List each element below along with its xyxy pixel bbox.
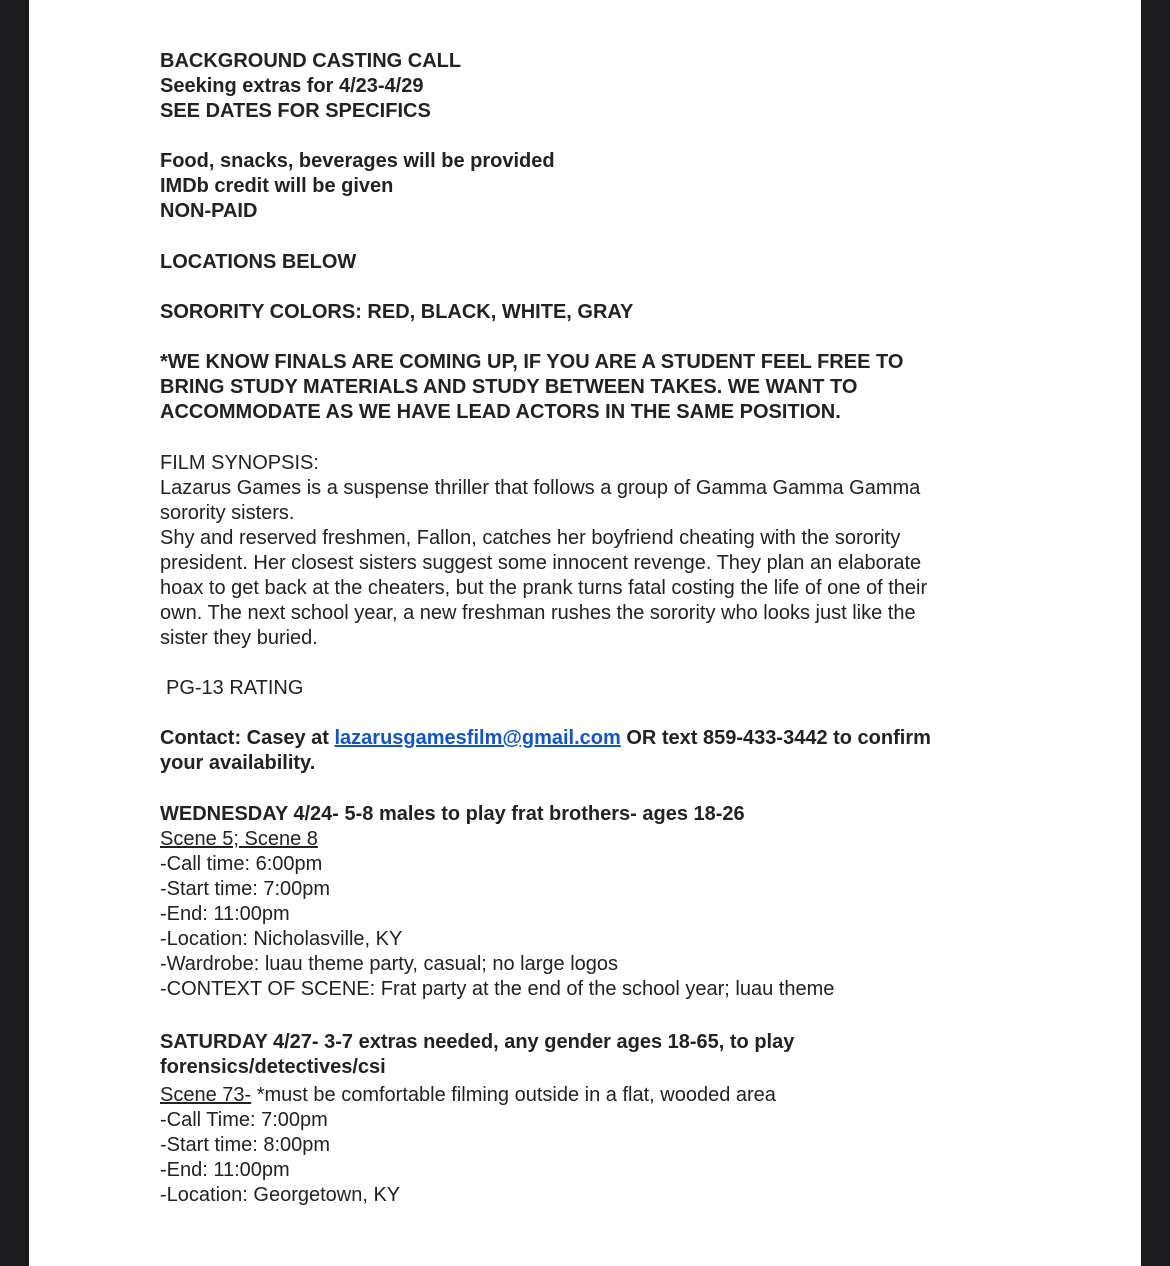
detail-line: -Start time: 7:00pm (160, 878, 331, 900)
finals-line: *WE KNOW FINALS ARE COMING UP, IF YOU ARE A STUDENT FEEL FREE TO (160, 351, 904, 373)
detail-line: -Call time: 6:00pm (160, 853, 323, 875)
saturday-scene-note: *must be comfortable filming outside in a flat, wooded area (251, 1084, 776, 1106)
email-link[interactable]: lazarusgamesfilm@gmail.com (334, 727, 621, 749)
document-page (29, 0, 1141, 1266)
synopsis-line: president. Her closest sisters suggest some innocent revenge. They plan an elaborate (160, 552, 922, 574)
synopsis-line: own. The next school year, a new freshman rushes the sorority who looks just like the (160, 602, 916, 624)
contact-suffix: OR text 859-433-3442 to confirm (620, 727, 931, 749)
saturday-scene: Scene 73- (160, 1084, 252, 1106)
detail-line: -CONTEXT OF SCENE: Frat party at the end of the school year; luau theme (160, 978, 835, 1000)
header-line: Seeking extras for 4/23-4/29 (160, 75, 424, 97)
detail-line: -Call Time: 7:00pm (160, 1109, 328, 1131)
detail-line: -Location: Georgetown, KY (160, 1184, 401, 1206)
header-line: BACKGROUND CASTING CALL (160, 50, 462, 72)
locations-note: LOCATIONS BELOW (160, 251, 357, 273)
perks (160, 149, 555, 224)
saturday-title: forensics/detectives/csi (160, 1056, 386, 1078)
contact-prefix: Contact: Casey at (160, 727, 335, 749)
synopsis-line: hoax to get back at the cheaters, but the prank turns fatal costing the life of one of their (160, 577, 928, 599)
rating: PG-13 RATING (166, 677, 304, 699)
saturday-title: SATURDAY 4/27- 3-7 extras needed, any gender ages 18-65, to play (160, 1031, 795, 1053)
header-line: SEE DATES FOR SPECIFICS (160, 100, 431, 122)
detail-line: -Start time: 8:00pm (160, 1134, 331, 1156)
finals-line: BRING STUDY MATERIALS AND STUDY BETWEEN TAKES. WE WANT TO (160, 376, 858, 398)
synopsis-line: sorority sisters. (160, 502, 295, 524)
perk-line: IMDb credit will be given (160, 175, 394, 197)
contact (160, 726, 931, 776)
detail-line: -Location: Nicholasville, KY (160, 928, 403, 950)
perk-line: Food, snacks, beverages will be provided (160, 150, 555, 172)
synopsis-line: Lazarus Games is a suspense thriller that follows a group of Gamma Gamma Gamma (160, 477, 921, 499)
detail-line: -End: 11:00pm (160, 1159, 290, 1181)
detail-line: -Wardrobe: luau theme party, casual; no large logos (160, 953, 619, 975)
saturday-section (160, 1030, 794, 1208)
contact-line2: your availability. (160, 752, 316, 774)
wednesday-title: WEDNESDAY 4/24- 5-8 males to play frat brothers- ages 18-26 (160, 803, 745, 825)
synopsis-heading: FILM SYNOPSIS: (160, 452, 319, 474)
sorority-colors: SORORITY COLORS: RED, BLACK, WHITE, GRAY (160, 301, 634, 323)
perk-line: NON-PAID (160, 200, 258, 222)
casting-header (160, 49, 461, 124)
detail-line: -End: 11:00pm (160, 903, 290, 925)
wednesday-section (160, 802, 834, 1002)
finals-line: ACCOMMODATE AS WE HAVE LEAD ACTORS IN THE SAME POSITION. (160, 401, 841, 423)
finals-note (160, 350, 903, 425)
synopsis-line: sister they buried. (160, 627, 318, 649)
synopsis-line: Shy and reserved freshmen, Fallon, catches her boyfriend cheating with the sorority (160, 527, 901, 549)
film-synopsis (160, 451, 927, 651)
wednesday-scenes: Scene 5; Scene 8 (160, 828, 318, 850)
